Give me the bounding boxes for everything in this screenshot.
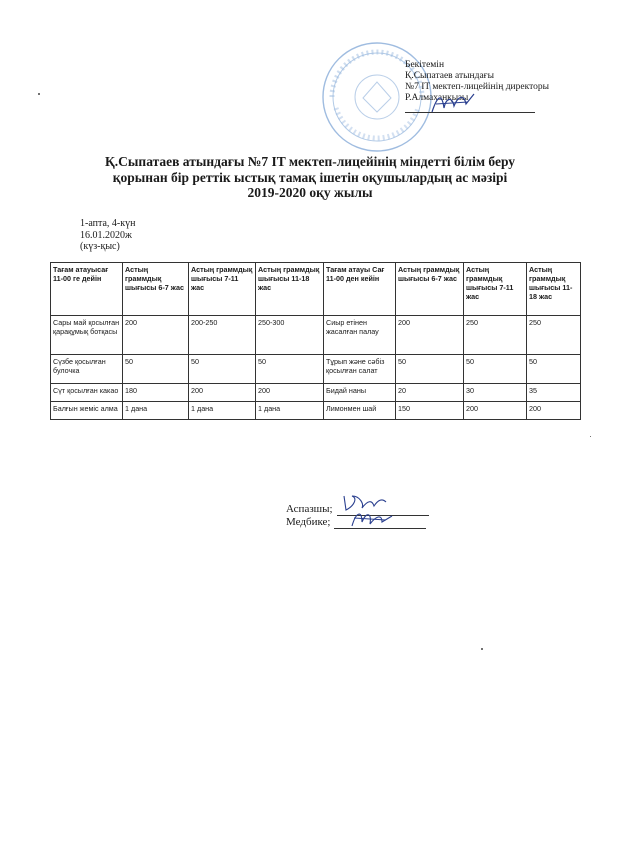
- table-cell: 250: [527, 316, 581, 355]
- table-cell: 50: [123, 355, 189, 384]
- table-header-row: [51, 263, 581, 316]
- menu-date: 16.01.2020ж: [80, 229, 132, 241]
- cook-label: Аспазшы;: [286, 503, 333, 515]
- table-cell: 250-300: [256, 316, 324, 355]
- table-row: [51, 402, 581, 420]
- header-cell: Тағам атауысағ 11-00 ге дейін: [51, 263, 123, 316]
- table-cell: 200: [123, 316, 189, 355]
- table-cell: Лимонмен шай: [324, 402, 396, 420]
- table-cell: 200: [527, 402, 581, 420]
- table-cell: Сиыр етінен жасалған палау: [324, 316, 396, 355]
- table-cell: 200: [189, 384, 256, 402]
- table-row: [51, 384, 581, 402]
- approval-line-4: Р.Алмаханқызы: [405, 93, 469, 103]
- title-line-2: қорынан бір реттік ыстық тамақ ішетін оқушылардың ас мәзірі: [112, 169, 508, 185]
- scan-speck: [38, 93, 40, 95]
- table-cell: 1 дана: [123, 402, 189, 420]
- table-cell: 250: [464, 316, 527, 355]
- table-cell: Тұрып және сәбіз қосылған салат: [324, 355, 396, 384]
- director-signature: [428, 90, 478, 116]
- menu-meta: [80, 218, 135, 253]
- nurse-label: Медбике;: [286, 516, 331, 528]
- table-cell: Сары май қосылған қарақұмық ботқасы: [51, 316, 123, 355]
- table-cell: 200: [396, 316, 464, 355]
- table-row: [51, 355, 581, 384]
- table-cell: Сүт қосылған какао: [51, 384, 123, 402]
- title-line-1: Қ.Сыпатаев атындағы №7 IT мектеп-лицейінің міндетті білім беру: [104, 154, 516, 169]
- menu-table: [50, 262, 581, 420]
- header-cell: Астың граммдық шығысы 7-11 жас: [464, 263, 527, 316]
- approval-line-1: Бекітемін: [405, 60, 445, 70]
- table-cell: 50: [256, 355, 324, 384]
- table-cell: 35: [527, 384, 581, 402]
- table-cell: 150: [396, 402, 464, 420]
- table-cell: 200: [464, 402, 527, 420]
- table-cell: 50: [464, 355, 527, 384]
- table-row: [51, 316, 581, 355]
- table-cell: 50: [396, 355, 464, 384]
- title-line-3: 2019-2020 оқу жылы: [247, 185, 373, 200]
- table-cell: 50: [189, 355, 256, 384]
- header-cell: Астың граммдық шығысы 6-7 жас: [123, 263, 189, 316]
- table-cell: 180: [123, 384, 189, 402]
- page-title: [40, 154, 580, 201]
- menu-season: (күз-қыс): [80, 241, 120, 252]
- table-cell: Балғын жеміс алма: [51, 402, 123, 420]
- header-cell: Астың граммдық шығысы 11-18 жас: [527, 263, 581, 316]
- table-cell: 1 дана: [189, 402, 256, 420]
- scan-speck: [590, 436, 591, 437]
- table-cell: 200-250: [189, 316, 256, 355]
- header-cell: Астың граммдық шығысы 11-18 жас: [256, 263, 324, 316]
- header-cell: Астың граммдық шығысы 6-7 жас: [396, 263, 464, 316]
- table-cell: 50: [527, 355, 581, 384]
- nurse-signature: [348, 508, 396, 530]
- table-cell: 30: [464, 384, 527, 402]
- header-cell: Астың граммдық шығысы 7-11 жас: [189, 263, 256, 316]
- week-day: 1-апта, 4-күн: [80, 218, 136, 229]
- scan-speck: [481, 648, 483, 650]
- approval-line-2: Қ.Сыпатаев атындағы: [405, 71, 494, 81]
- table-cell: 1 дана: [256, 402, 324, 420]
- table-cell: 200: [256, 384, 324, 402]
- table-cell: Бидай наны: [324, 384, 396, 402]
- table-cell: 20: [396, 384, 464, 402]
- table-cell: Сүзбе қосылған булочка: [51, 355, 123, 384]
- header-cell: Тағам атауы Сағ 11-00 ден кейін: [324, 263, 396, 316]
- approval-line-3: №7 IT мектеп-лицейінің директоры: [405, 82, 550, 92]
